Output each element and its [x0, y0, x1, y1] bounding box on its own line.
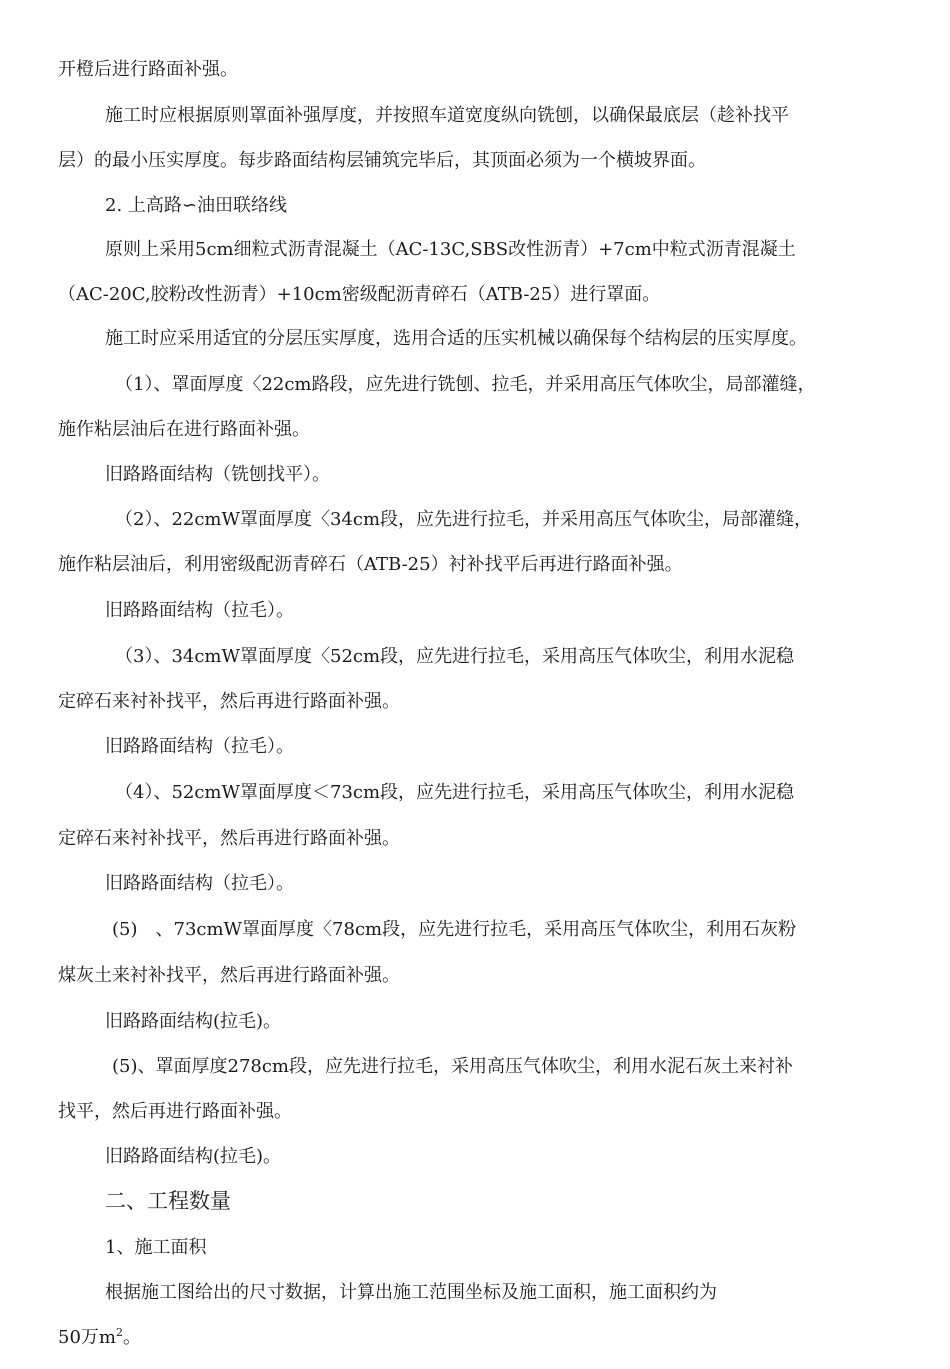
text-line: （3）、34cmW罩面厚度〈52cm段，应先进行拉毛，采用高压气体吹尘，利用水泥稳 [115, 646, 795, 667]
text-line: 旧路路面结构（铣刨找平）。 [105, 464, 330, 485]
text-line: （2）、22cmW罩面厚度〈34cm段，应先进行拉毛，并采用高压气体吹尘，局部灌缝， [115, 509, 813, 530]
text-line: （AC-20C,胶粉改性沥青）+10cm密级配沥青碎石（ATB-25）进行罩面。 [58, 284, 661, 305]
text-line: 施工时应根据原则罩面补强厚度，并按照车道宽度纵向铣刨，以确保最底层（趁补找平 [105, 105, 789, 126]
text-line: (5) 、73cmW罩面厚度〈78cm段，应先进行拉毛，采用高压气体吹尘，利用石灰粉 [112, 919, 797, 940]
text-line: 旧路路面结构（拉毛）。 [105, 600, 294, 621]
text-line: 定碎石来衬补找平，然后再进行路面补强。 [58, 691, 400, 712]
text-line: 煤灰土来衬补找平，然后再进行路面补强。 [58, 965, 400, 986]
text-line: 2. 上高路∽油田联络线 [105, 195, 287, 216]
text-line: 旧路路面结构(拉毛)。 [105, 1146, 282, 1167]
subheading: 1、施工面积 [105, 1237, 207, 1258]
text-line: 旧路路面结构(拉毛)。 [105, 1011, 282, 1032]
area-unit-superscript: 2 [115, 1326, 123, 1339]
text-line: 开橙后进行路面补强。 [58, 59, 238, 80]
text-line: 施工时应采用适宜的分层压实厚度，选用合适的压实机械以确保每个结构层的压实厚度。 [105, 328, 807, 349]
text-line: 找平，然后再进行路面补强。 [58, 1101, 292, 1122]
text-line: 旧路路面结构（拉毛）。 [105, 873, 294, 894]
area-end: 。 [122, 1327, 141, 1348]
text-line: （1）、罩面厚度〈22cm路段，应先进行铣刨、拉毛，并采用高压气体吹尘，局部灌缝， [115, 374, 816, 395]
text-line: 定碎石来衬补找平，然后再进行路面补强。 [58, 828, 400, 849]
area-value-line [58, 1326, 141, 1350]
text-line: 层）的最小压实厚度。每步路面结构层铺筑完毕后，其顶面必须为一个横坡界面。 [58, 150, 706, 171]
area-text: 根据施工图给出的尺寸数据，计算出施工范围坐标及施工面积，施工面积约为 [105, 1282, 717, 1303]
text-line: 施作粘层油后在进行路面补强。 [58, 419, 310, 440]
text-line: （4）、52cmW罩面厚度＜73cm段，应先进行拉毛，采用高压气体吹尘，利用水泥稳 [115, 782, 795, 803]
section-heading: 二、工程数量 [105, 1189, 231, 1213]
text-line: (5)、罩面厚度278cm段，应先进行拉毛，采用高压气体吹尘，利用水泥石灰土来衬补 [112, 1056, 793, 1077]
text-line: 原则上采用5cm细粒式沥青混凝土（AC-13C,SBS改性沥青）+7cm中粒式沥青混凝土 [105, 239, 796, 260]
text-line: 施作粘层油后，利用密级配沥青碎石（ATB-25）衬补找平后再进行路面补强。 [58, 554, 683, 575]
text-line: 旧路路面结构（拉毛）。 [105, 736, 294, 757]
area-value: 50万m [58, 1327, 116, 1348]
